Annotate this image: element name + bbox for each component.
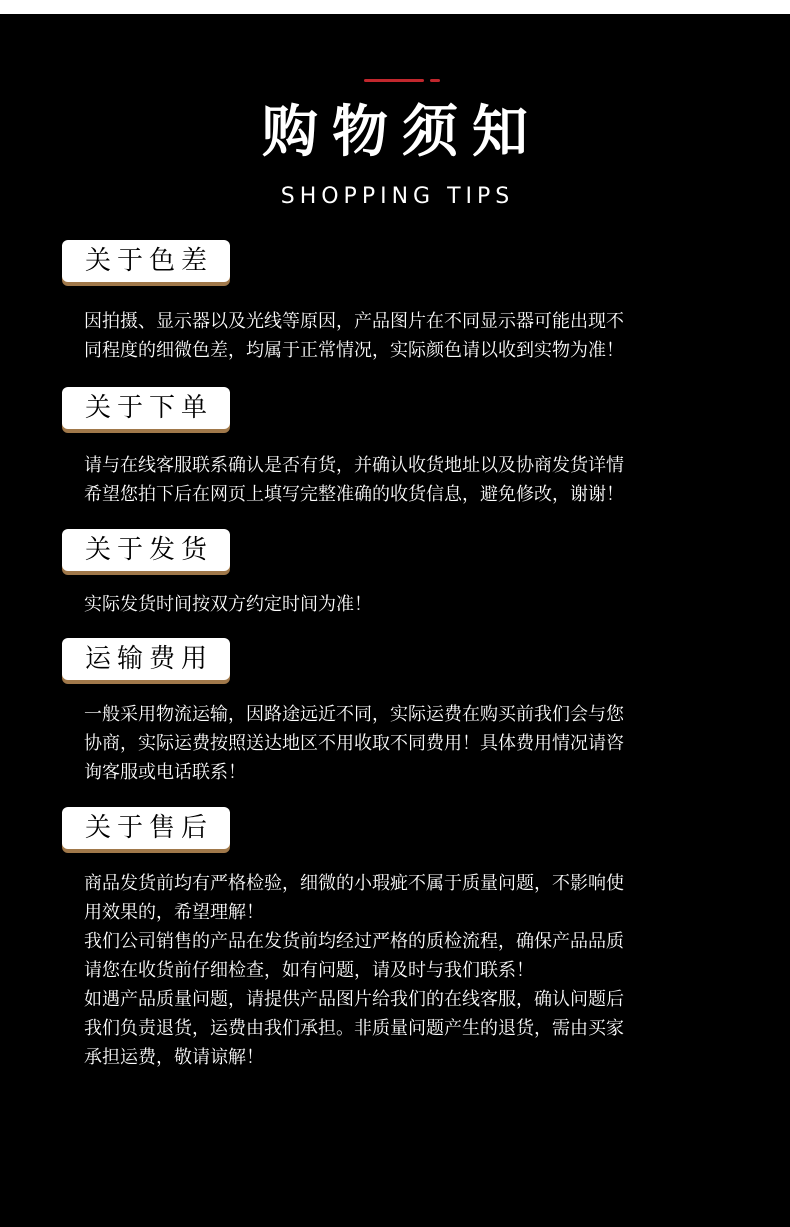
section-body-shipping-cost xyxy=(84,700,709,787)
section-paragraph: 我们公司销售的产品在发货前均经过严格的质检流程，确保产品品质 请您在收货前仔细检查，如有问题，请及时与我们联系！ xyxy=(84,931,624,981)
section-body-color-difference xyxy=(84,307,709,365)
section-paragraph: 商品发货前均有严格检验，细微的小瑕疵不属于质量问题，不影响使 用效果的，希望理解！ xyxy=(84,873,624,923)
section-paragraph: 因拍摄、显示器以及光线等原因，产品图片在不同显示器可能出现不 同程度的细微色差，均属于正常情况，实际颜色请以收到实物为准！ xyxy=(84,311,624,361)
section-label-after-sales xyxy=(62,807,230,849)
section-paragraph: 如遇产品质量问题，请提供产品图片给我们的在线客服，确认问题后 我们负责退货，运费由我们承担。非质量问题产生的退货，需由买家 承担运费，敬请谅解！ xyxy=(84,989,624,1068)
section-label-shipping-cost xyxy=(62,638,230,680)
page-subtitle: SHOPPING TIPS xyxy=(280,184,515,209)
section-label-text: 关于色差 xyxy=(84,246,213,276)
section-paragraph: 一般采用物流运输，因路途远近不同，实际运费在购买前我们会与您 协商，实际运费按照送达地区不用收取不同费用！具体费用情况请咨 询客服或电话联系！ xyxy=(84,704,624,783)
section-paragraph: 请与在线客服联系确认是否有货，并确认收货地址以及协商发货详情 希望您拍下后在网页上填写完整准确的收货信息，避免修改，谢谢！ xyxy=(84,455,624,505)
section-body-after-sales xyxy=(84,869,709,1072)
section-label-ordering xyxy=(62,387,230,429)
section-label-shipping xyxy=(62,529,230,571)
section-label-text: 关于售后 xyxy=(84,813,213,843)
section-body-ordering xyxy=(84,451,709,509)
title-accent-line xyxy=(364,79,424,82)
section-label-color-difference xyxy=(62,240,230,282)
section-label-text: 运输费用 xyxy=(84,644,213,674)
section-body-shipping xyxy=(84,590,709,619)
title-accent-dot xyxy=(430,79,440,82)
section-label-text: 关于下单 xyxy=(84,393,213,423)
shopping-tips-page xyxy=(0,14,790,1227)
page-title: 购物须知 xyxy=(262,100,542,165)
section-paragraph: 实际发货时间按双方约定时间为准！ xyxy=(84,594,372,615)
section-label-text: 关于发货 xyxy=(84,535,213,565)
